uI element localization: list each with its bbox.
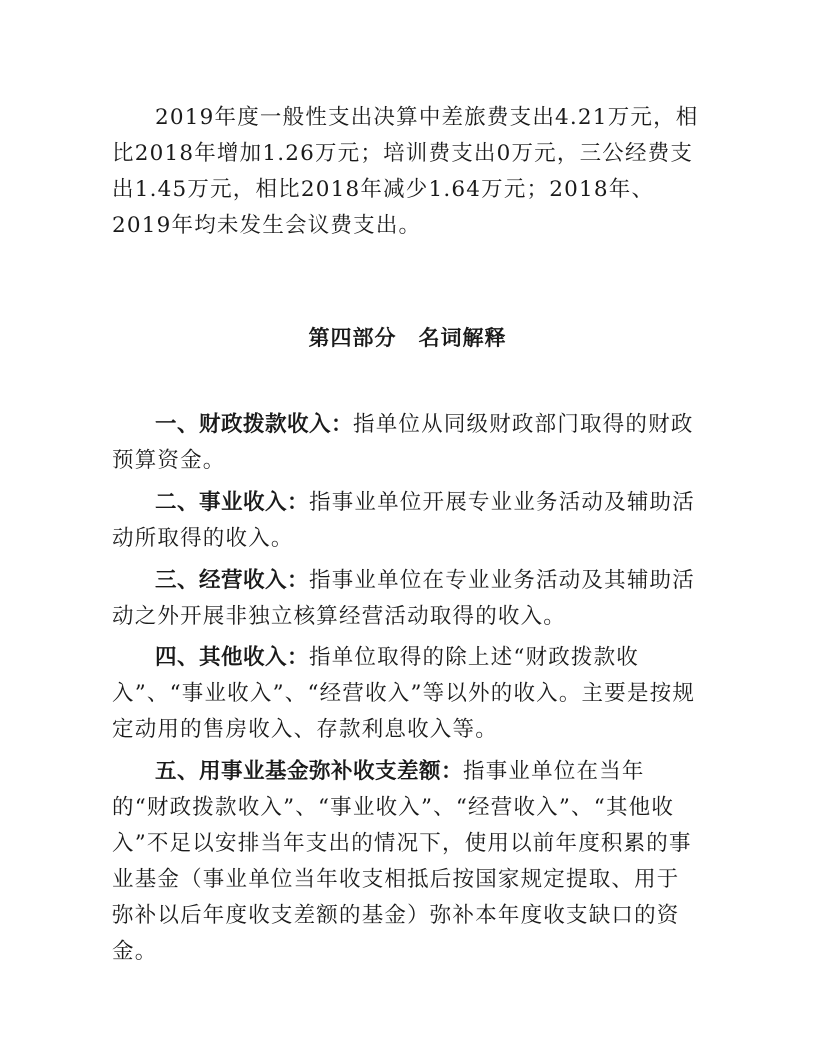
definition-text: 指事业单位在专业业务活动及其辅助活动之外开展非独立核算经营活动取得的收入。 [112, 568, 695, 629]
definition-term: 三、经营收入： [155, 568, 310, 593]
definition-text: 指事业单位开展专业业务活动及辅助活动所取得的收入。 [112, 490, 695, 551]
definition-term: 四、其他收入： [155, 645, 310, 670]
definition-item [112, 640, 702, 748]
definition-item [112, 563, 702, 635]
definition-text: 指单位从同级财政部门取得的财政预算资金。 [112, 412, 694, 473]
definition-item [112, 754, 702, 970]
section-title: 第四部分 名词解释 [308, 326, 507, 350]
definition-term: 五、用事业基金弥补收支差额： [155, 759, 464, 784]
definition-text: 指单位取得的除上述“财政拨款收入”、“事业收入”、“经营收入”等以外的收入。主要是按规定动用的售房收入、存款利息收入等。 [112, 645, 696, 742]
definition-text: 指事业单位在当年的“财政拨款收入”、“事业收入”、“经营收入”、“其他收入”不足以安排当年支出的情况下，使用以前年度积累的事业基金（事业单位当年收支相抵后按国家规定提取、用于弥补以后年度收支差额的基金）弥补本年度收支缺口的资金。 [112, 759, 692, 964]
intro-paragraph: 2019年度一般性支出决算中差旅费支出4.21万元，相比2018年增加1.26万元；培训费支出0万元，三公经费支出1.45万元，相比2018年减少1.64万元；2018年、2019年均未发生会议费支出。 [112, 105, 699, 238]
definition-item [112, 485, 702, 557]
definition-term: 一、财政拨款收入： [155, 412, 354, 437]
definition-item [112, 407, 702, 479]
definition-term: 二、事业收入： [155, 490, 310, 515]
